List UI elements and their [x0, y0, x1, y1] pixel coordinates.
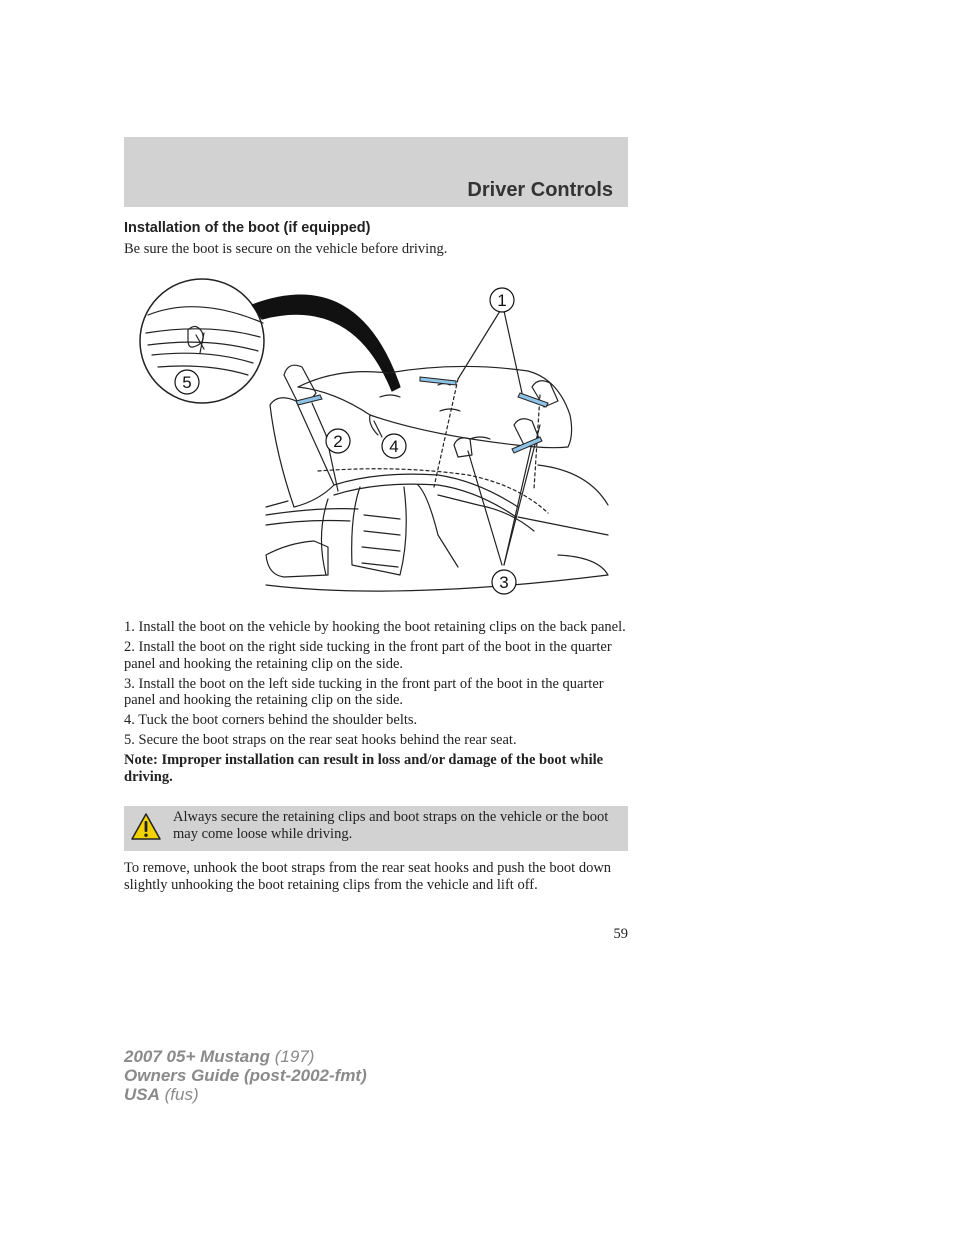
footer-market-code: (fus)	[159, 1085, 199, 1104]
page-number: 59	[613, 926, 628, 942]
callout-5: 5	[182, 373, 192, 392]
step-item: 5. Secure the boot straps on the rear seat hooks behind the rear seat.	[124, 732, 517, 748]
footer-guide: Owners Guide (post-2002-fmt)	[124, 1066, 367, 1085]
header-band	[124, 137, 628, 207]
step-item: 4. Tuck the boot corners behind the shoulder belts.	[124, 712, 418, 728]
callout-4: 4	[389, 437, 399, 456]
intro-text: Be sure the boot is secure on the vehicle before driving.	[124, 241, 448, 257]
warning-triangle-icon	[130, 812, 162, 842]
section-heading: Installation of the boot (if equipped)	[124, 220, 371, 236]
callout-1: 1	[497, 291, 507, 310]
warning-text: Always secure the retaining clips and boot straps on the vehicle or the boot may come loose while driving.	[173, 809, 609, 842]
step-item: 3. Install the boot on the left side tucking in the front part of the boot in the quarter panel and hooking the retaining clip on the side.	[124, 675, 604, 708]
warning-box	[124, 806, 628, 851]
callout-3: 3	[499, 573, 509, 592]
callout-2: 2	[333, 432, 343, 451]
installation-steps	[124, 619, 628, 789]
note-text: Note: Improper installation can result in loss and/or damage of the boot while driving.	[124, 752, 604, 785]
footer-model-code: (197)	[270, 1047, 315, 1066]
boot-installation-illustration	[138, 275, 610, 603]
footer	[124, 1047, 367, 1104]
step-item: 2. Install the boot on the right side tucking in the front part of the boot in the quarter panel and hooking the retaining clip on the side.	[124, 639, 612, 672]
footer-model: 2007 05+ Mustang	[124, 1047, 270, 1066]
page-title: Driver Controls	[467, 179, 613, 201]
removal-text: To remove, unhook the boot straps from the rear seat hooks and push the boot down slightly unhooking the boot retaining clips from the vehicle and lift off.	[124, 860, 612, 893]
footer-market: USA	[124, 1085, 160, 1104]
step-item: 1. Install the boot on the vehicle by hooking the boot retaining clips on the back panel.	[124, 619, 626, 635]
